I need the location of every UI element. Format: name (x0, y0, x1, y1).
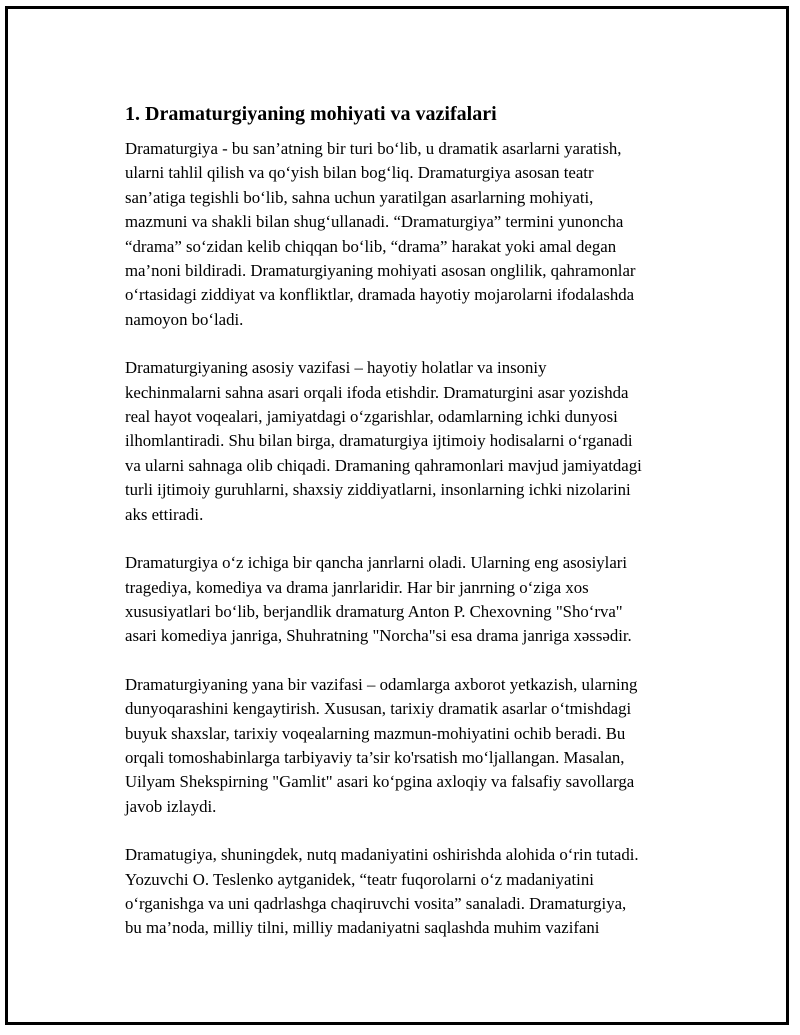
text-line: ma’noni bildiradi. Dramaturgiyaning mohiyati asosan onglilik, qahramonlar (125, 261, 636, 281)
text-line: va ularni sahnaga olib chiqadi. Dramaning qahramonlari mavjud jamiyatdagi (125, 455, 642, 475)
text-line: real hayot voqealari, jamiyatdagi o‘zgarishlar, odamlarning ichki dunyosi (125, 407, 618, 427)
text-line: o‘rtasidagi ziddiyat va konfliktlar, dramada hayotiy mojarolarni ifodalashda (125, 285, 635, 305)
document-title: 1. Dramaturgiyaning mohiyati va vazifalari (125, 103, 497, 125)
document-body (125, 101, 705, 965)
text-line: mazmuni va shakli bilan shug‘ullanadi. “Dramaturgiya” termini yunoncha (125, 212, 624, 232)
text-line: turli ijtimoiy guruhlarni, shaxsiy ziddiyatlarni, insonlarning ichki nizolarini (125, 480, 631, 500)
text-line: Dramatugiya, shuningdek, nutq madaniyatini oshirishda alohida o‘rin tutadi. (125, 845, 639, 865)
text-line: Dramaturgiya - bu san’atning bir turi bo‘lib, u dramatik asarlarni yaratish, (125, 139, 622, 158)
text-line: bu ma’noda, milliy tilni, milliy madaniyatni saqlashda muhim vazifani (125, 918, 600, 938)
text-line: buyuk shaxslar, tarixiy voqealarning mazmun-mohiyatini ochib beradi. Bu (125, 723, 626, 743)
paragraph-genres (125, 551, 705, 649)
text-line: san’atiga tegishli bo‘lib, sahna uchun yaratilgan asarlarning mohiyati, (125, 187, 594, 207)
text-line: aks ettiradi. (125, 504, 204, 524)
text-line: namoyon bo‘ladi. (125, 309, 244, 329)
paragraph-speech-culture (125, 843, 705, 941)
text-line: dunyoqarashini kengaytirish. Xususan, tarixiy dramatik asarlar o‘tmishdagi (125, 699, 632, 719)
text-line: orqali tomoshabinlarga tarbiyaviy ta’sir ko'rsatish mo‘ljallangan. Masalan, (125, 747, 625, 767)
text-line: kechinmalarni sahna asari orqali ifoda etishdir. Dramaturgini asar yozishda (125, 382, 629, 402)
text-line: o‘rganishga va uni qadrlashga chaqiruvchi vosita” sanaladi. Dramaturgiya, (125, 893, 627, 913)
paragraph-definition (125, 137, 705, 332)
text-line: Dramaturgiya o‘z ichiga bir qancha janrlarni oladi. Ularning eng asosiylari (125, 553, 628, 573)
text-line: Dramaturgiyaning yana bir vazifasi – odamlarga axborot yetkazish, ularning (125, 674, 638, 694)
text-line: “drama” so‘zidan kelib chiqqan bo‘lib, “drama” harakat yoki amal degan (125, 236, 617, 256)
text-line: Yozuvchi O. Teslenko aytganidek, “teatr fuqorolarni o‘z madaniyatini (125, 869, 594, 889)
text-line: Uilyam Shekspirning "Gamlit" asari ko‘pgina axloqiy va falsafiy savollarga (125, 772, 635, 792)
text-line: xususiyatlari bo‘lib, berjandlik dramaturg Anton P. Chexovning "Sho‘rva" (125, 601, 623, 621)
page-frame (5, 6, 789, 1025)
paragraph-main-task (125, 356, 705, 527)
paragraph-information (125, 673, 705, 819)
text-line: Dramaturgiyaning asosiy vazifasi – hayotiy holatlar va insoniy (125, 358, 547, 378)
text-line: ilhomlantiradi. Shu bilan birga, dramaturgiya ijtimoiy hodisalarni o‘rganadi (125, 431, 633, 451)
text-line: tragediya, komediya va drama janrlaridir. Har bir janrning o‘ziga xos (125, 577, 589, 597)
text-line: javob izlaydi. (125, 796, 217, 816)
text-line: asari komediya janriga, Shuhratning "Norcha"si esa drama janriga xəssədir. (125, 626, 632, 646)
text-line: ularni tahlil qilish va qo‘yish bilan bog‘liq. Dramaturgiya asosan teatr (125, 163, 594, 183)
